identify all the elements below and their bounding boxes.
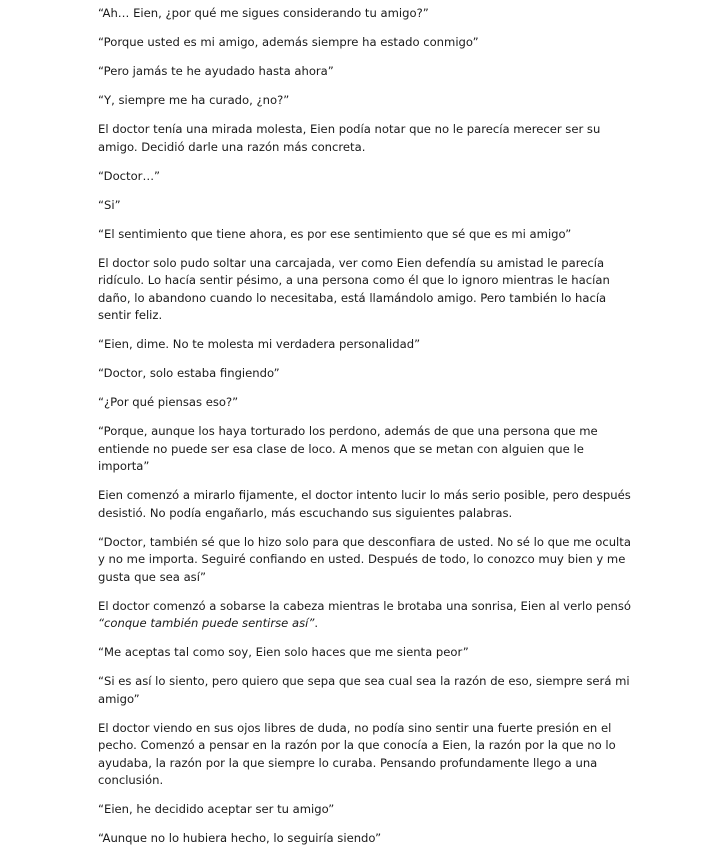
paragraph-16 — [98, 598, 638, 633]
paragraph-12: “¿Por qué piensas eso?” — [98, 395, 239, 409]
paragraph-14: Eien comenzó a mirarlo fijamente, el doctor intento lucir lo más serio posible, pero después desistió. No podía engañarlo, más escuchando sus siguientes palabras. — [98, 488, 631, 520]
italic-thought: “conque también puede sentirse así” — [98, 616, 315, 630]
paragraph-6: “Doctor…” — [98, 168, 161, 183]
paragraph-3: “Pero jamás te he ayudado hasta ahora” — [98, 64, 334, 78]
paragraph-1: “Ah… Eien, ¿por qué me sigues considerando tu amigo?” — [98, 6, 429, 20]
paragraph-19: El doctor viendo en sus ojos libres de duda, no podía sino sentir una fuerte presión en el pecho. Comenzó a pensar en la razón por la que conocía a Eien, la razón por la que no lo ayudaba, la razón por la que siempre lo curaba. Pensando profundamente llego a una conclusión. — [98, 720, 616, 787]
paragraph-16-text: El doctor comenzó a sobarse la cabeza mientras le brotaba una sonrisa, Eien al verlo pensó — [98, 598, 631, 613]
paragraph-5: El doctor tenía una mirada molesta, Eien podía notar que no le parecía merecer ser su amigo. Decidió darle una razón más concreta. — [98, 122, 601, 154]
paragraph-8: “El sentimiento que tiene ahora, es por ese sentimiento que sé que es mi amigo” — [98, 226, 572, 241]
paragraph-10: “Eien, dime. No te molesta mi verdadera personalidad” — [98, 337, 421, 351]
paragraph-2: “Porque usted es mi amigo, además siempre ha estado conmigo” — [98, 35, 479, 49]
paragraph-4: “Y, siempre me ha curado, ¿no?” — [98, 93, 290, 107]
paragraph-11: “Doctor, solo estaba fingiendo” — [98, 366, 280, 380]
document-body — [98, 5, 638, 859]
paragraph-20: “Eien, he decidido aceptar ser tu amigo” — [98, 802, 335, 816]
paragraph-15: “Doctor, también sé que lo hizo solo para que desconfiara de usted. No sé lo que me oculta y no me importa. Seguiré confiando en usted. Después de todo, lo conozco muy bien y me gusta que sea así” — [98, 534, 631, 584]
italic-thought-tail: . — [314, 616, 319, 630]
paragraph-7: “Si” — [98, 197, 121, 212]
paragraph-21: “Aunque no lo hubiera hecho, lo seguiría siendo” — [98, 831, 382, 845]
paragraph-18: “Si es así lo siento, pero quiero que sepa que sea cual sea la razón de eso, siempre será mi amigo” — [98, 674, 630, 706]
paragraph-17: “Me aceptas tal como soy, Eien solo haces que me sienta peor” — [98, 645, 469, 659]
paragraph-9: El doctor solo pudo soltar una carcajada, ver como Eien defendía su amistad le parecía ridículo. Lo hacía sentir pésimo, a una persona como él que lo ignoro mientras le hacían daño, lo abandono cuando lo necesitaba, está llamándolo amigo. Pero también lo hacía sentir feliz. — [98, 255, 610, 322]
paragraph-13: “Porque, aunque los haya torturado los perdono, además de que una persona que me entiende no puede ser esa clase de loco. A menos que se metan con alguien que le importa” — [98, 424, 598, 473]
